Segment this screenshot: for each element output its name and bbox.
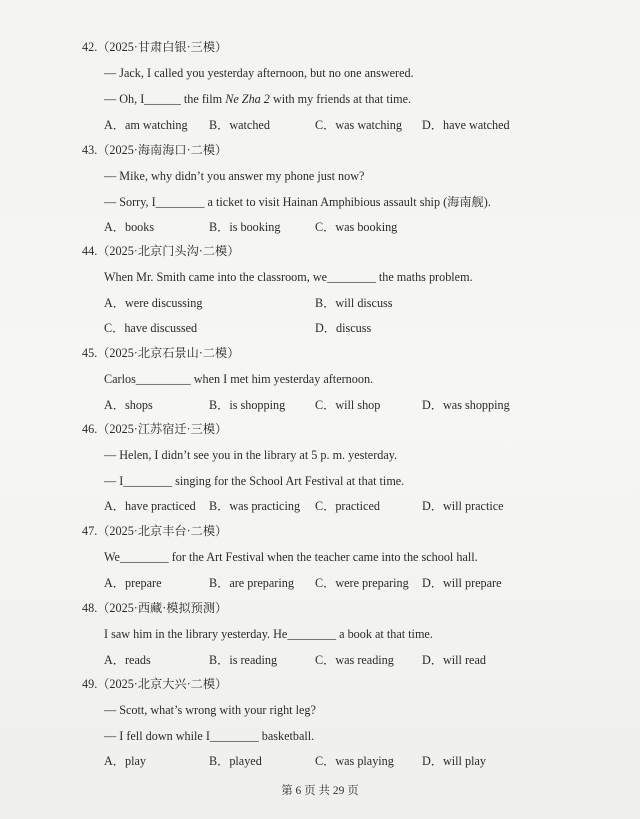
option-a: A．am watching <box>104 118 188 132</box>
option-b: B．watched <box>209 118 270 132</box>
text: a ticket to visit Hainan Amphibious assault ship (海南舰). <box>204 195 491 209</box>
question-number: 42. <box>82 40 98 54</box>
text: the film <box>180 92 226 106</box>
page-footer: 第 6 页 共 29 页 <box>281 785 359 797</box>
option-d: D．will read <box>422 653 486 667</box>
option-a: A．shops <box>104 398 153 412</box>
answer-blank: ________ <box>155 195 205 209</box>
question-number: 49. <box>82 677 98 691</box>
question-source: （2025·北京门头沟·二模） <box>97 244 240 258</box>
text: — Sorry, I <box>104 195 156 209</box>
question-header <box>82 524 227 538</box>
question-text <box>104 627 433 641</box>
option-d: D．will prepare <box>422 576 502 590</box>
text: — Jack, I called you yesterday afternoon, but no one answered. <box>104 66 414 80</box>
answer-blank: ________ <box>287 627 337 641</box>
question-source: （2025·北京丰台·二模） <box>97 524 228 538</box>
option-a: A．prepare <box>104 576 162 590</box>
question-source: （2025·西藏·模拟预测） <box>97 601 228 615</box>
answer-blank: _________ <box>135 372 191 386</box>
question-source: （2025·甘肃白银·三模） <box>97 40 228 54</box>
option-c: C．have discussed <box>104 321 198 335</box>
question-header <box>82 422 227 436</box>
text: Carlos <box>104 372 136 386</box>
option-c: C．practiced <box>315 499 380 513</box>
text: We <box>104 550 120 564</box>
text: singing for the School Art Festival at that time. <box>172 474 405 488</box>
text: — I <box>104 474 124 488</box>
text: — Mike, why didn’t you answer my phone just now? <box>104 169 365 183</box>
option-c: C．was booking <box>315 220 398 234</box>
text: basketball. <box>258 729 315 743</box>
answer-blank: ________ <box>209 729 259 743</box>
option-c: C．was watching <box>315 118 402 132</box>
option-a: A．books <box>104 220 155 234</box>
option-d: D．was shopping <box>422 398 510 412</box>
option-a: A．have practiced <box>104 499 196 513</box>
option-b: B．will discuss <box>315 296 393 310</box>
question-source: （2025·江苏宿迁·三模） <box>97 422 228 436</box>
answer-blank: ______ <box>144 92 181 106</box>
text: a book at that time. <box>336 627 433 641</box>
question-source: （2025·北京大兴·二模） <box>97 677 228 691</box>
film-title: Ne Zha 2 <box>225 92 270 106</box>
question-number: 47. <box>82 524 98 538</box>
question-number: 46. <box>82 422 98 436</box>
answer-blank: ________ <box>123 474 173 488</box>
text: — Oh, I <box>104 92 145 106</box>
question-text <box>104 703 316 717</box>
question-text <box>104 66 414 80</box>
option-a: A．play <box>104 754 146 768</box>
option-a: A．reads <box>104 653 151 667</box>
option-c: C．were preparing <box>315 576 409 590</box>
question-source: （2025·海南海口·二模） <box>97 143 228 157</box>
question-number: 44. <box>82 244 98 258</box>
option-b: B．is reading <box>209 653 278 667</box>
option-b: B．is booking <box>209 220 281 234</box>
question-text <box>104 92 411 106</box>
option-a: A．were discussing <box>104 296 203 310</box>
text: When Mr. Smith came into the classroom, we <box>104 270 328 284</box>
option-d: D．will play <box>422 754 486 768</box>
option-c: C．was reading <box>315 653 394 667</box>
option-b: B．was practicing <box>209 499 301 513</box>
option-d: D．have watched <box>422 118 510 132</box>
question-number: 43. <box>82 143 98 157</box>
question-source: （2025·北京石景山·二模） <box>97 346 240 360</box>
option-b: B．is shopping <box>209 398 286 412</box>
text: — Helen, I didn’t see you in the library at 5 p. m. yesterday. <box>104 448 398 462</box>
text: I saw him in the library yesterday. He <box>104 627 288 641</box>
question-number: 45. <box>82 346 98 360</box>
question-header <box>82 601 227 615</box>
question-header <box>82 346 239 360</box>
text: with my friends at that time. <box>269 92 412 106</box>
option-c: C．will shop <box>315 398 381 412</box>
question-text <box>104 550 478 564</box>
option-d: D．will practice <box>422 499 504 513</box>
text: — Scott, what’s wrong with your right leg? <box>104 703 316 717</box>
answer-blank: ________ <box>327 270 376 284</box>
question-text <box>104 195 491 209</box>
text: for the Art Festival when the teacher came into the school hall. <box>168 550 478 564</box>
question-text <box>104 169 364 183</box>
question-text <box>104 448 397 462</box>
text: — I fell down while I <box>104 729 210 743</box>
question-header <box>82 677 227 691</box>
option-b: B．are preparing <box>209 576 294 590</box>
option-c: C．was playing <box>315 754 394 768</box>
question-header <box>82 244 239 258</box>
text: the maths problem. <box>375 270 473 284</box>
option-d: D．discuss <box>315 321 372 335</box>
question-text <box>104 729 314 743</box>
question-text <box>104 474 404 488</box>
question-text <box>104 270 473 284</box>
question-header <box>82 143 227 157</box>
text: when I met him yesterday afternoon. <box>190 372 374 386</box>
answer-blank: ________ <box>119 550 169 564</box>
question-header <box>82 40 227 54</box>
question-text <box>104 372 373 386</box>
question-number: 48. <box>82 601 98 615</box>
option-b: B．played <box>209 754 262 768</box>
